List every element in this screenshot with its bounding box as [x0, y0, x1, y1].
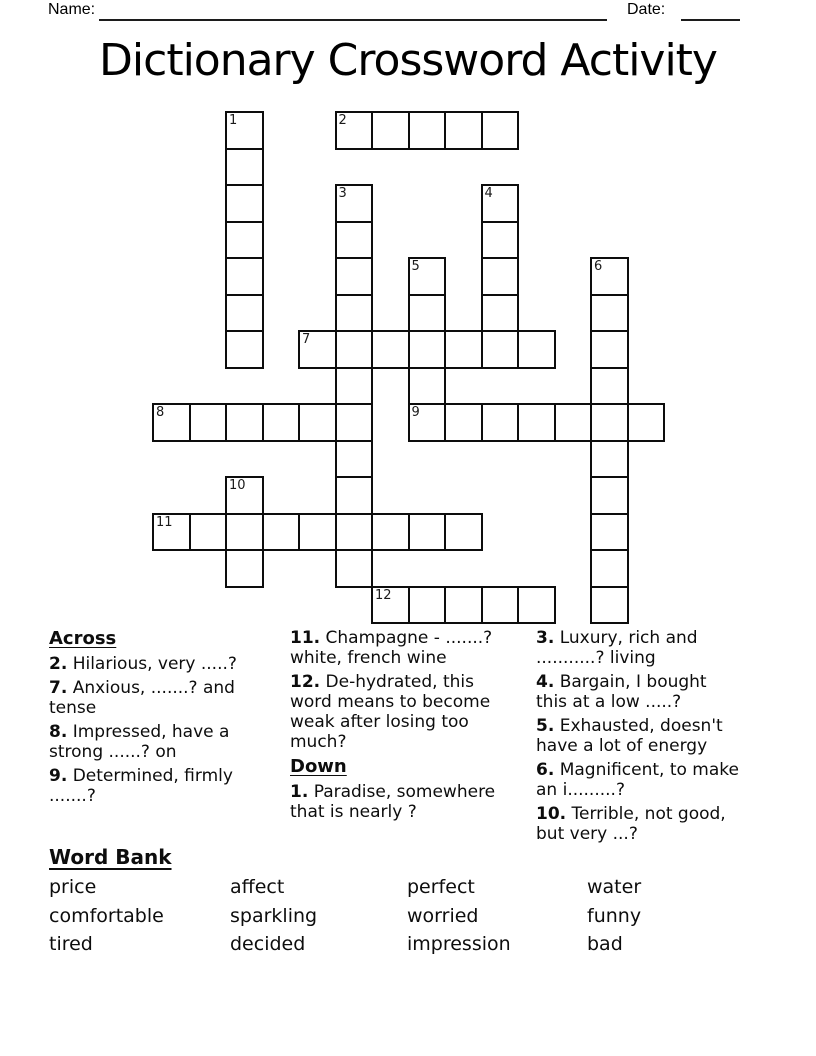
grid-cell	[408, 257, 447, 296]
grid-cell	[444, 586, 483, 625]
grid-cell	[262, 403, 301, 442]
grid-cell	[189, 403, 228, 442]
grid-cell	[444, 403, 483, 442]
word-bank-word: affect	[230, 876, 285, 898]
grid-cell	[590, 330, 629, 369]
across-heading: Across	[49, 628, 117, 649]
grid-cell	[335, 330, 374, 369]
grid-cell	[298, 330, 337, 369]
clue-7: 7. Anxious, .......? and tense	[49, 678, 235, 718]
clue-column-3	[536, 628, 739, 848]
grid-cell	[590, 257, 629, 296]
word-bank-word: funny	[587, 904, 642, 927]
clue-9: 9. Determined, firmly .......?	[49, 766, 233, 806]
cell-number: 7	[302, 332, 311, 347]
cell-number: 9	[411, 405, 420, 420]
grid-cell	[517, 586, 556, 625]
grid-cell	[225, 257, 264, 296]
name-label: Name:	[48, 1, 96, 18]
grid-cell	[371, 111, 410, 150]
grid-cell	[627, 403, 666, 442]
grid-cell	[408, 367, 447, 406]
grid-cell	[481, 111, 520, 150]
clue-number: 11.	[290, 628, 321, 648]
clue-number: 8.	[49, 722, 68, 742]
grid-cell	[225, 148, 264, 187]
grid-cell	[371, 586, 410, 625]
grid-cell	[335, 513, 374, 552]
grid-cell	[225, 294, 264, 333]
cell-number: 6	[594, 259, 603, 274]
clue-number: 2.	[49, 654, 68, 674]
grid-cell	[152, 513, 191, 552]
grid-cell	[590, 586, 629, 625]
clue-2: 2. Hilarious, very .....?	[49, 654, 237, 674]
grid-cell	[335, 367, 374, 406]
grid-cell	[481, 257, 520, 296]
grid-cell	[335, 549, 374, 588]
clue-number: 5.	[536, 716, 555, 736]
cell-number: 3	[338, 186, 347, 201]
grid-cell	[408, 403, 447, 442]
grid-cell	[481, 586, 520, 625]
cell-number: 10	[229, 478, 246, 493]
clue-8: 8. Impressed, have a strong ......? on	[49, 722, 230, 762]
grid-cell	[444, 513, 483, 552]
word-bank-word: price	[49, 876, 97, 898]
grid-cell	[335, 476, 374, 515]
cell-number: 4	[484, 186, 493, 201]
date-label: Date:	[627, 1, 666, 18]
clue-12: 12. De-hydrated, this word means to become weak after losing too much?	[290, 672, 491, 752]
grid-cell	[298, 403, 337, 442]
clue-column-1	[49, 628, 271, 810]
word-bank-word: decided	[230, 933, 306, 955]
word-bank-word: impression	[407, 933, 511, 955]
cell-number: 1	[229, 113, 238, 128]
word-bank-heading: Word Bank	[49, 845, 172, 869]
grid-cell	[262, 513, 301, 552]
cell-number: 2	[338, 113, 347, 128]
clue-3: 3. Luxury, rich and ...........? living	[536, 628, 698, 668]
grid-cell	[225, 476, 264, 515]
cell-number: 8	[156, 405, 165, 420]
grid-cell	[590, 367, 629, 406]
grid-cell	[444, 330, 483, 369]
grid-cell	[481, 294, 520, 333]
cell-number: 5	[411, 259, 420, 274]
clue-number: 7.	[49, 678, 68, 698]
clue-4: 4. Bargain, I bought this at a low .....?	[536, 672, 707, 712]
grid-cell	[481, 403, 520, 442]
grid-cell	[335, 440, 374, 479]
word-bank-word: bad	[587, 933, 623, 955]
word-bank-word: water	[587, 876, 642, 898]
cell-number: 12	[375, 587, 392, 603]
grid-cell	[152, 403, 191, 442]
grid-cell	[408, 111, 447, 150]
grid-cell	[335, 403, 374, 442]
clue-number: 12.	[290, 672, 321, 692]
grid-cell	[408, 330, 447, 369]
grid-cell	[590, 403, 629, 442]
word-bank-word: sparkling	[230, 904, 318, 927]
grid-cell	[225, 403, 264, 442]
clue-number: 9.	[49, 766, 68, 786]
clue-number: 4.	[536, 672, 555, 692]
word-bank-list	[49, 873, 769, 959]
grid-cell	[335, 257, 374, 296]
grid-cell	[517, 403, 556, 442]
cell-number: 11	[156, 514, 173, 530]
grid-cell	[335, 184, 374, 223]
grid-cell	[590, 294, 629, 333]
clue-number: 6.	[536, 760, 555, 780]
grid-cell	[444, 111, 483, 150]
grid-cell	[554, 403, 593, 442]
word-bank-word: worried	[407, 904, 479, 927]
clue-number: 3.	[536, 628, 555, 648]
grid-cell	[481, 221, 520, 260]
clue-number: 1.	[290, 782, 309, 802]
grid-cell	[408, 294, 447, 333]
grid-cell	[335, 221, 374, 260]
clue-6: 6. Magnificent, to make an i.........?	[536, 760, 739, 800]
clue-column-2	[290, 628, 512, 826]
grid-cell	[298, 513, 337, 552]
grid-cell	[590, 440, 629, 479]
grid-cell	[225, 184, 264, 223]
grid-cell	[225, 513, 264, 552]
clue-5: 5. Exhausted, doesn't have a lot of energy	[536, 716, 723, 756]
word-bank-word: comfortable	[49, 904, 164, 927]
grid-cell	[481, 330, 520, 369]
grid-cell	[371, 513, 410, 552]
clue-10: 10. Terrible, not good, but very ...?	[536, 804, 726, 844]
clue-1: 1. Paradise, somewhere that is nearly ?	[290, 782, 496, 822]
grid-cell	[590, 476, 629, 515]
down-heading: Down	[290, 756, 347, 777]
grid-cell	[590, 513, 629, 552]
grid-cell	[225, 330, 264, 369]
grid-cell	[590, 549, 629, 588]
grid-cell	[371, 330, 410, 369]
grid-cell	[517, 330, 556, 369]
grid-cell	[225, 221, 264, 260]
grid-cell	[225, 111, 264, 150]
page-title: Dictionary Crossword Activity	[99, 35, 717, 86]
grid-cell	[335, 111, 374, 150]
word-bank-word: tired	[49, 933, 93, 955]
clue-number: 10.	[536, 804, 567, 824]
grid-cell	[189, 513, 228, 552]
grid-cell	[408, 586, 447, 625]
grid-cell	[335, 294, 374, 333]
clue-11: 11. Champagne - .......? white, french wine	[290, 628, 493, 668]
grid-cell	[225, 549, 264, 588]
grid-cell	[408, 513, 447, 552]
word-bank-word: perfect	[407, 876, 475, 898]
grid-cell	[481, 184, 520, 223]
